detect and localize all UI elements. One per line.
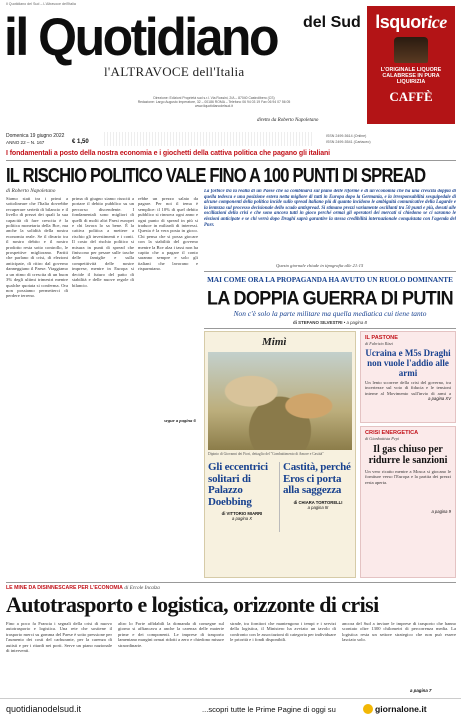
putin-continue-link[interactable]: a pagina 8 (346, 320, 367, 325)
lead-col-3: rebbe un prezzo salato da pagare. Per noi il tema è semplice: il 10% di quel debito pubblico si rinnova ogni anno e ogni punto di spread in più si traduce in miliardi di interessi. Questa è la vera posta in gioco. Chi pensa che si possa giocare con la stabilità del governo mentre la Bce alza i tassi non ha capito che a pagare il conto saranno sempre e solo gli italiani che lavorano e risparmiano. (138, 196, 198, 272)
issn-online: ISSN 2499-5614 (Online) (326, 134, 367, 138)
lead-caption: Questo giornale chiude in tipografia alle 21:15 (276, 263, 364, 268)
culture-story-1-page: a pagina X (231, 516, 253, 521)
promo-logo-sq: squor (379, 12, 428, 32)
lead-intro: La forbice tra la realtà di un Paese che sa combinarsi sul piano delle riforme e di un'economia che ha una crescita doppia di quella tedesca e una posizione estera netta migliore di tutti in Europa dopo la Germania, e la irresponsabilità sesquipedale di alcune componenti della politica incide sullo spread italiano più di quanto incidono le ambiguità comunicative della Lagarde e la lentezza sul processo decisionale dello scudo antispread. Si stimano prezzi variamente oscillanti tra 50 punti e più, dovuti alle oscillazioni della crisi e che sono ancora tutti in gioco perché ormai gli operatori dei mercati si chiedono se ci saranno le elezioni anticipate e se chi verrà dopo Draghi saprà garantire la stessa credibilità internazionale conquistata con l'agenda del Pnrr. (204, 189, 456, 228)
bottom-col-4: ancora del Sud a inviare le imprese di trasporto che hanno scontato oltre 1300 chilometri di percorrenza media. La logistica resta un settore strategico che non può essere lasciato solo. (342, 621, 456, 643)
bottom-page-link[interactable]: a pagina 7 (410, 688, 432, 693)
culture-caption: Dipinto di Giovanni dei Fiori, dettaglio del "Combattimento di Amore e Castità" (208, 452, 324, 456)
publisher-line: Redazione: Largo Augusto Imperatore, 32 – 00186 ROMA – Telefono 06 94 03 19 Fax 06 94 07 56 05 (137, 100, 291, 105)
bottom-col-2: altro lo Forte affidabili la domanda di consegne sul giorno si affiancava a anche la carenza delle materie prime e dei componenti. Le imprese di trasporto lamentano margini ormai ridotti a zero e chiedono misure straordinarie. (118, 621, 224, 648)
energy-text: Un vero ricatto mentre a Mosca si giocano le forniture verso l'Europa e la partita dei prezzi resta aperta. (365, 469, 451, 485)
lead-banner: I fondamentali a posto della nostra economia e i giochetti della cattiva politica che pagano gli italiani (6, 150, 331, 157)
putin-kicker: MAI COME ORA LA PROPAGANDA HA AVUTO UN RUOLO DOMINANTE (207, 276, 453, 284)
masthead-title: il Quotidiano (4, 7, 278, 67)
footer-site-link[interactable]: quotidianodelsud.it (6, 704, 82, 714)
putin-deck: Non c'è solo la parte militare ma quella mediatica cui tiene tanto (233, 309, 427, 318)
pastone-page[interactable]: a pagina XV (428, 396, 451, 401)
culture-story-2[interactable] (283, 462, 353, 510)
price: € 1,50 (72, 139, 89, 145)
pastone-headline: Ucraina e M5s Draghi non vuole l'addio alle armi (365, 348, 451, 378)
energy-headline: Il gas chiuso per ridurre le sanzioni (368, 444, 448, 466)
promo-logo (367, 12, 455, 33)
lead-col-1: Siamo stati tra i primi a sottolineare che l'Italia dovrebbe recuperare serietà di bilancio e il livello di prezzi dei quali la sua capacità di fare crescita è la politica monetaria della Bce, ma anche la solidità della nostra economia reale. Se il divario tra il nostro debito e il nostro prodotto resta sotto controllo, le prospettive migliorano. Partiti che parlano di crisi, di elezioni anticipate, di ritiro dal governo danneggiano il Paese. Viaggiamo a un ritmo di crescita di un buon 3% degli ultimi trimestri mentre qualche quotata si conferma. Ora non possiamo permetterci di perdere terreno. (6, 196, 68, 299)
culture-story-2-byline: di CHIARA TORTORELLI (293, 499, 343, 505)
promo-line4: CAFFÈ (389, 89, 433, 104)
issue-date: Domenica 19 giugno 2022 (6, 133, 65, 139)
putin-author: di STEFANO SILVESTRI (293, 320, 343, 325)
energy-label: CRISI ENERGETICA (365, 430, 419, 436)
lead-headline: IL RISCHIO POLITICO VALE FINO A 100 PUNTI DI SPREAD (6, 163, 426, 187)
masthead-tagline: l'ALTRAVOCE dell'Italia (104, 64, 245, 79)
masthead-director: diretto da Roberto Napoletano (257, 118, 319, 123)
footer-promo-text: ...scopri tutte le Prime Pagine di oggi su (202, 705, 336, 714)
footer-giornalone-link[interactable]: giornalone.it (375, 704, 427, 714)
culture-painting[interactable] (208, 352, 352, 450)
culture-story-1[interactable] (208, 462, 276, 521)
publisher-line: www.ilquotidianodelsud.it (195, 104, 233, 109)
energy-page[interactable]: a pagina 9 (431, 509, 451, 514)
promo-bottle-icon (394, 37, 428, 63)
pastone-byline: di Fabrizio Rizzi (365, 341, 393, 346)
issue-number: ANNO 22 – N. 167 (6, 140, 45, 145)
lead-col-2: prima di giugno siamo riusciti a portare il debito pubblico su un percorso discendente. I fondamentali sono migliori di quelli di molti altri Paesi europei e chi lavora lo sa bene. È la cattiva politica a mettere a rischio gli investimenti e i conti. Il costo del rischio politico si misura in punti di spread che finiscono per pesare sulle tasche delle famiglie e sulla competitività delle nostre imprese, mentre in Europa si decide il futuro del patto di stabilità e delle nuove regole di bilancio. (72, 196, 134, 288)
culture-story-1-title: Gli eccentrici solitari di Palazzo Doebbing (208, 461, 268, 508)
culture-story-2-page: a pagina III (307, 504, 329, 510)
bottom-kicker-row (6, 585, 160, 591)
bottom-headline: Autotrasporto e logistica, orizzonte di crisi (6, 592, 379, 617)
issn-print: ISSN 2499-5541 (Cartaceo) (326, 140, 371, 144)
publisher-info (104, 96, 324, 109)
bottom-col-1: Fino a poco fa Francia i segnali della crisi di nuovo autotrasporto e logistica. Una rete che sostiene il trasporto merci su gomma del Paese è sotto pressione per l'aumento dei costi del carburante, per la carenza di autisti e per i ritardi nei porti. Serve un piano nazionale di interventi. (6, 621, 112, 654)
bottom-byline: di Ercole Incalza (124, 585, 160, 591)
putin-headline: LA DOPPIA GUERRA DI PUTIN (206, 287, 453, 309)
promo-logo-l: l (375, 12, 380, 32)
masthead-del-sud: del Sud (303, 14, 361, 31)
pastone-label: IL PASTONE (365, 335, 398, 341)
mimi-logo: Mimì (262, 336, 287, 348)
promo-line1: L'ORIGINALE LIQUORE (380, 67, 442, 73)
energy-byline: di Gianbattista Pepi (365, 436, 399, 441)
barcode (104, 132, 314, 146)
culture-story-1-byline: di VITTORIO MIARRI (221, 511, 263, 516)
putin-byline: di STEFANO SILVESTRI • a pagina 8 (293, 320, 367, 325)
promo-ad[interactable] (367, 6, 455, 124)
bottom-kicker: LE MINE DA DISINNESCARE PER L'ECONOMIA (6, 585, 123, 591)
bottom-col-3: strade, tra fornitori che mantengono i tempi e i servizi della logistica, il Ministero ha avviato un tavolo di confronto con le associazioni di categoria per individuare le priorità e i fondi disponibili. (230, 621, 336, 643)
pastone-box (360, 331, 456, 423)
culture-story-2-title: Castità, perché Eros ci porta alla saggezza (283, 461, 351, 496)
promo-logo-ice: ice (427, 12, 447, 32)
energy-box (360, 426, 456, 578)
promo-line3: LIQUIRIZIA (396, 79, 426, 85)
promo-line2: CALABRESE IN PURA (382, 73, 440, 79)
giornalone-icon (363, 704, 373, 714)
top-note: Il Quotidiano del Sud – L'Altravoce dell'Italia (6, 2, 76, 6)
publisher-line: Direzione: Edizioni Proprietà sud s.r.l. Via Rossini, 2/A – 87040 Castrolibero (CS) (153, 96, 275, 100)
pastone-text: Un lento scorrere della crisi del governo, tra incertezze sul voto di fiducia e le tensioni interne al Movimento sull'invio di armi a (365, 380, 451, 396)
lead-byline: di Roberto Napoletano (6, 188, 56, 194)
lead-continue-link[interactable]: segue a pagina 6 (164, 418, 196, 423)
